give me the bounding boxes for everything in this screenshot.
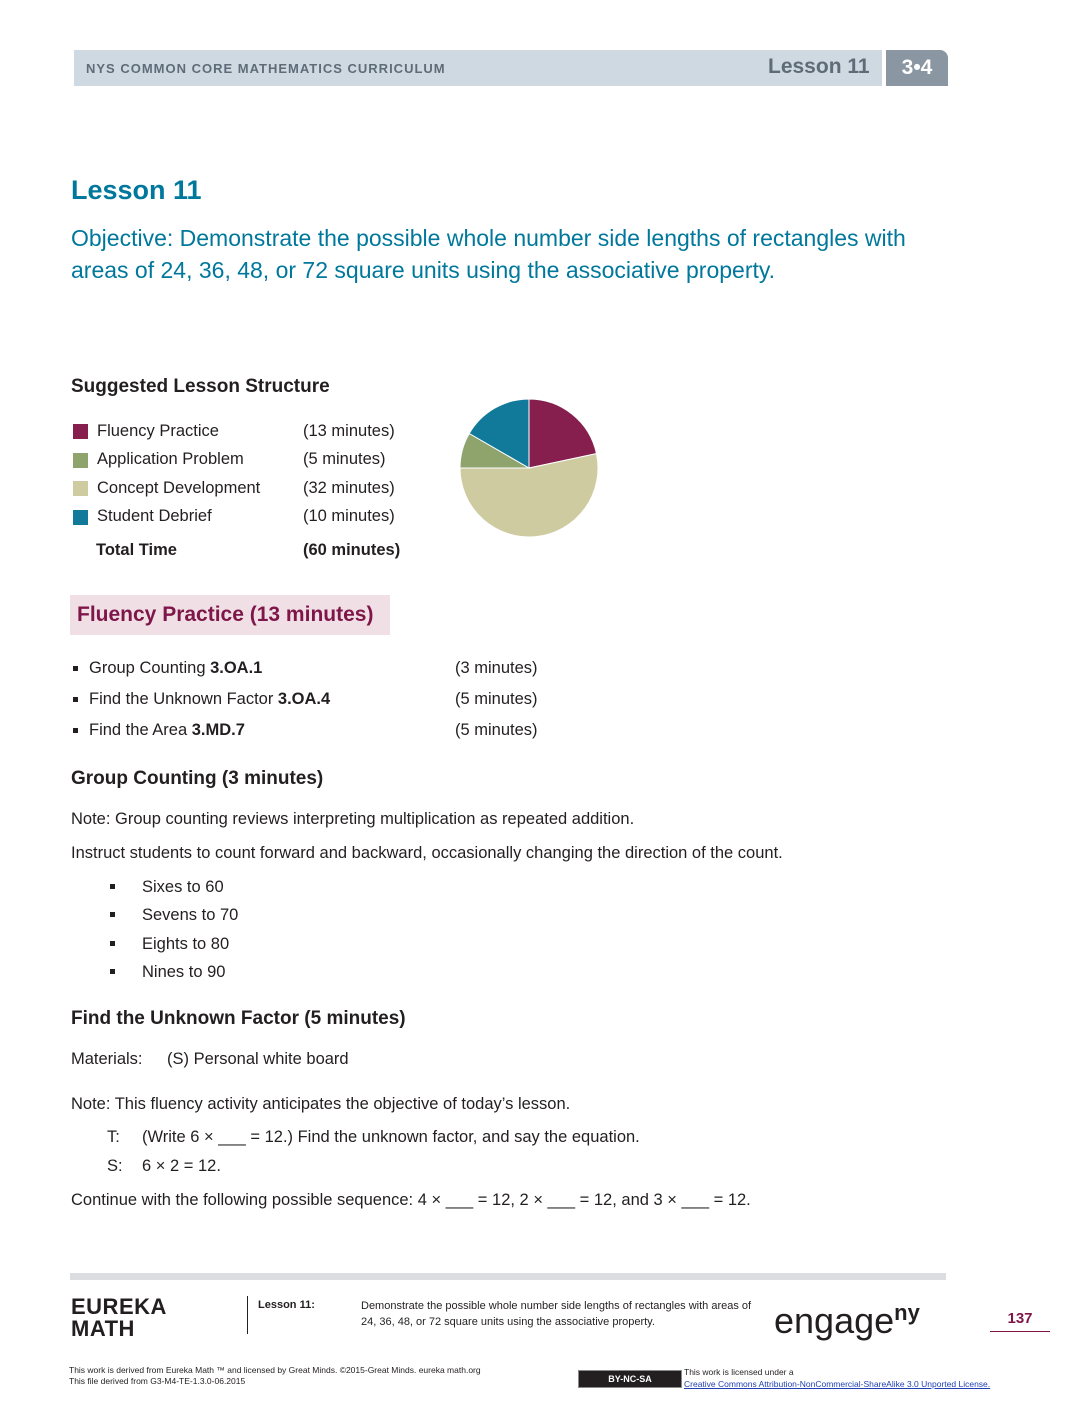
fluency-item-standard: 3.MD.7 xyxy=(191,721,245,739)
logo-line-2: MATH xyxy=(71,1316,135,1341)
bullet-icon xyxy=(73,728,78,733)
footer-separator xyxy=(247,1296,248,1334)
dialogue-text-teacher: (Write 6 × ___ = 12.) Find the unknown factor, and say the equation. xyxy=(142,1128,640,1146)
cc-license-badge[interactable]: BY-NC-SA xyxy=(578,1370,682,1388)
continue-sequence: Continue with the following possible sequence: 4 × ___ = 12, 2 × ___ = 12, and 3 × ___ = 12. xyxy=(71,1191,751,1209)
fluency-item xyxy=(89,721,245,740)
legend-swatch-debrief xyxy=(73,510,88,525)
fluency-heading: Fluency Practice (13 minutes) xyxy=(77,603,374,626)
engage-sup-text: ny xyxy=(894,1300,920,1325)
dialogue-speaker-student: S: xyxy=(107,1157,123,1175)
lesson-title: Lesson 11 xyxy=(71,175,202,205)
group-counting-instruction: Instruct students to count forward and backward, occasionally changing the direction of the count. xyxy=(71,844,783,862)
bullet-icon xyxy=(110,884,115,889)
list-item: Sevens to 70 xyxy=(142,906,239,924)
list-item: Sixes to 60 xyxy=(142,878,224,896)
fluency-item-label: Group Counting xyxy=(89,659,211,677)
logo-line-1: EUREKA xyxy=(71,1294,167,1319)
eureka-math-logo xyxy=(71,1296,167,1340)
legend-time-fluency: (13 minutes) xyxy=(303,422,395,440)
bullet-icon xyxy=(110,912,115,917)
bullet-icon xyxy=(110,969,115,974)
fluency-item-label: Find the Unknown Factor xyxy=(89,690,278,708)
bullet-icon xyxy=(73,697,78,702)
total-time-value: (60 minutes) xyxy=(303,541,401,559)
list-item: Nines to 90 xyxy=(142,963,226,981)
bullet-icon xyxy=(73,666,78,671)
header-lesson-label: Lesson 11 xyxy=(768,55,870,78)
fluency-item xyxy=(89,690,330,709)
fluency-item-label: Find the Area xyxy=(89,721,192,739)
license-link[interactable]: Creative Commons Attribution-NonCommercial-ShareAlike 3.0 Unported License. xyxy=(684,1379,991,1389)
group-counting-heading: Group Counting (3 minutes) xyxy=(71,768,324,789)
fluency-item xyxy=(89,659,262,678)
derived-line-1: This work is derived from Eureka Math ™ and licensed by Great Minds. ©2015-Great Minds. eureka math.org xyxy=(69,1365,481,1375)
total-time-label: Total Time xyxy=(96,541,177,559)
dialogue-speaker-teacher: T: xyxy=(107,1128,120,1146)
fluency-item-standard: 3.OA.1 xyxy=(210,659,263,677)
legend-time-application: (5 minutes) xyxy=(303,450,386,468)
lesson-structure-pie-chart xyxy=(456,395,602,541)
page-number-rule xyxy=(990,1331,1050,1332)
legend-label-concept: Concept Development xyxy=(97,479,261,497)
footer-rule xyxy=(70,1273,946,1280)
dialogue-text-student: 6 × 2 = 12. xyxy=(142,1157,221,1175)
materials-label: Materials: xyxy=(71,1050,143,1068)
curriculum-label: NYS COMMON CORE MATHEMATICS CURRICULUM xyxy=(86,61,446,76)
structure-heading: Suggested Lesson Structure xyxy=(71,376,330,397)
module-tag: 3•4 xyxy=(886,50,948,86)
fluency-item-standard: 3.OA.4 xyxy=(277,690,331,708)
fluency-item-time: (5 minutes) xyxy=(455,721,538,739)
legend-swatch-fluency xyxy=(73,424,88,439)
unknown-factor-note: Note: This fluency activity anticipates the objective of today’s lesson. xyxy=(71,1095,571,1113)
legend-swatch-concept xyxy=(73,481,88,496)
legend-swatch-application xyxy=(73,453,88,468)
fluency-item-time: (5 minutes) xyxy=(455,690,538,708)
page-number: 137 xyxy=(1007,1310,1033,1327)
legend-label-debrief: Student Debrief xyxy=(97,507,212,525)
footer-lesson-label: Lesson 11: xyxy=(258,1299,315,1311)
legend-time-concept: (32 minutes) xyxy=(303,479,395,497)
lesson-objective: Objective: Demonstrate the possible whole number side lengths of rectangles with areas of 24, 36, 48, or 72 square units using the associative property. xyxy=(71,225,906,283)
bullet-icon xyxy=(110,941,115,946)
engage-text: engage xyxy=(774,1300,895,1341)
derived-line-2: This file derived from G3-M4-TE-1.3.0-06.2015 xyxy=(69,1376,246,1386)
legend-label-application: Application Problem xyxy=(97,450,244,468)
group-counting-note: Note: Group counting reviews interpreting multiplication as repeated addition. xyxy=(71,810,635,828)
materials-value: (S) Personal white board xyxy=(167,1050,349,1068)
unknown-factor-heading: Find the Unknown Factor (5 minutes) xyxy=(71,1008,406,1029)
fluency-item-time: (3 minutes) xyxy=(455,659,538,677)
legend-time-debrief: (10 minutes) xyxy=(303,507,395,525)
list-item: Eights to 80 xyxy=(142,935,230,953)
footer-description: Demonstrate the possible whole number side lengths of rectangles with areas of 24, 36, 48, or 72 square units using the associative property. xyxy=(361,1300,752,1328)
license-line: This work is licensed under a xyxy=(684,1367,794,1377)
legend-label-fluency: Fluency Practice xyxy=(97,422,219,440)
engageny-logo xyxy=(774,1300,920,1342)
